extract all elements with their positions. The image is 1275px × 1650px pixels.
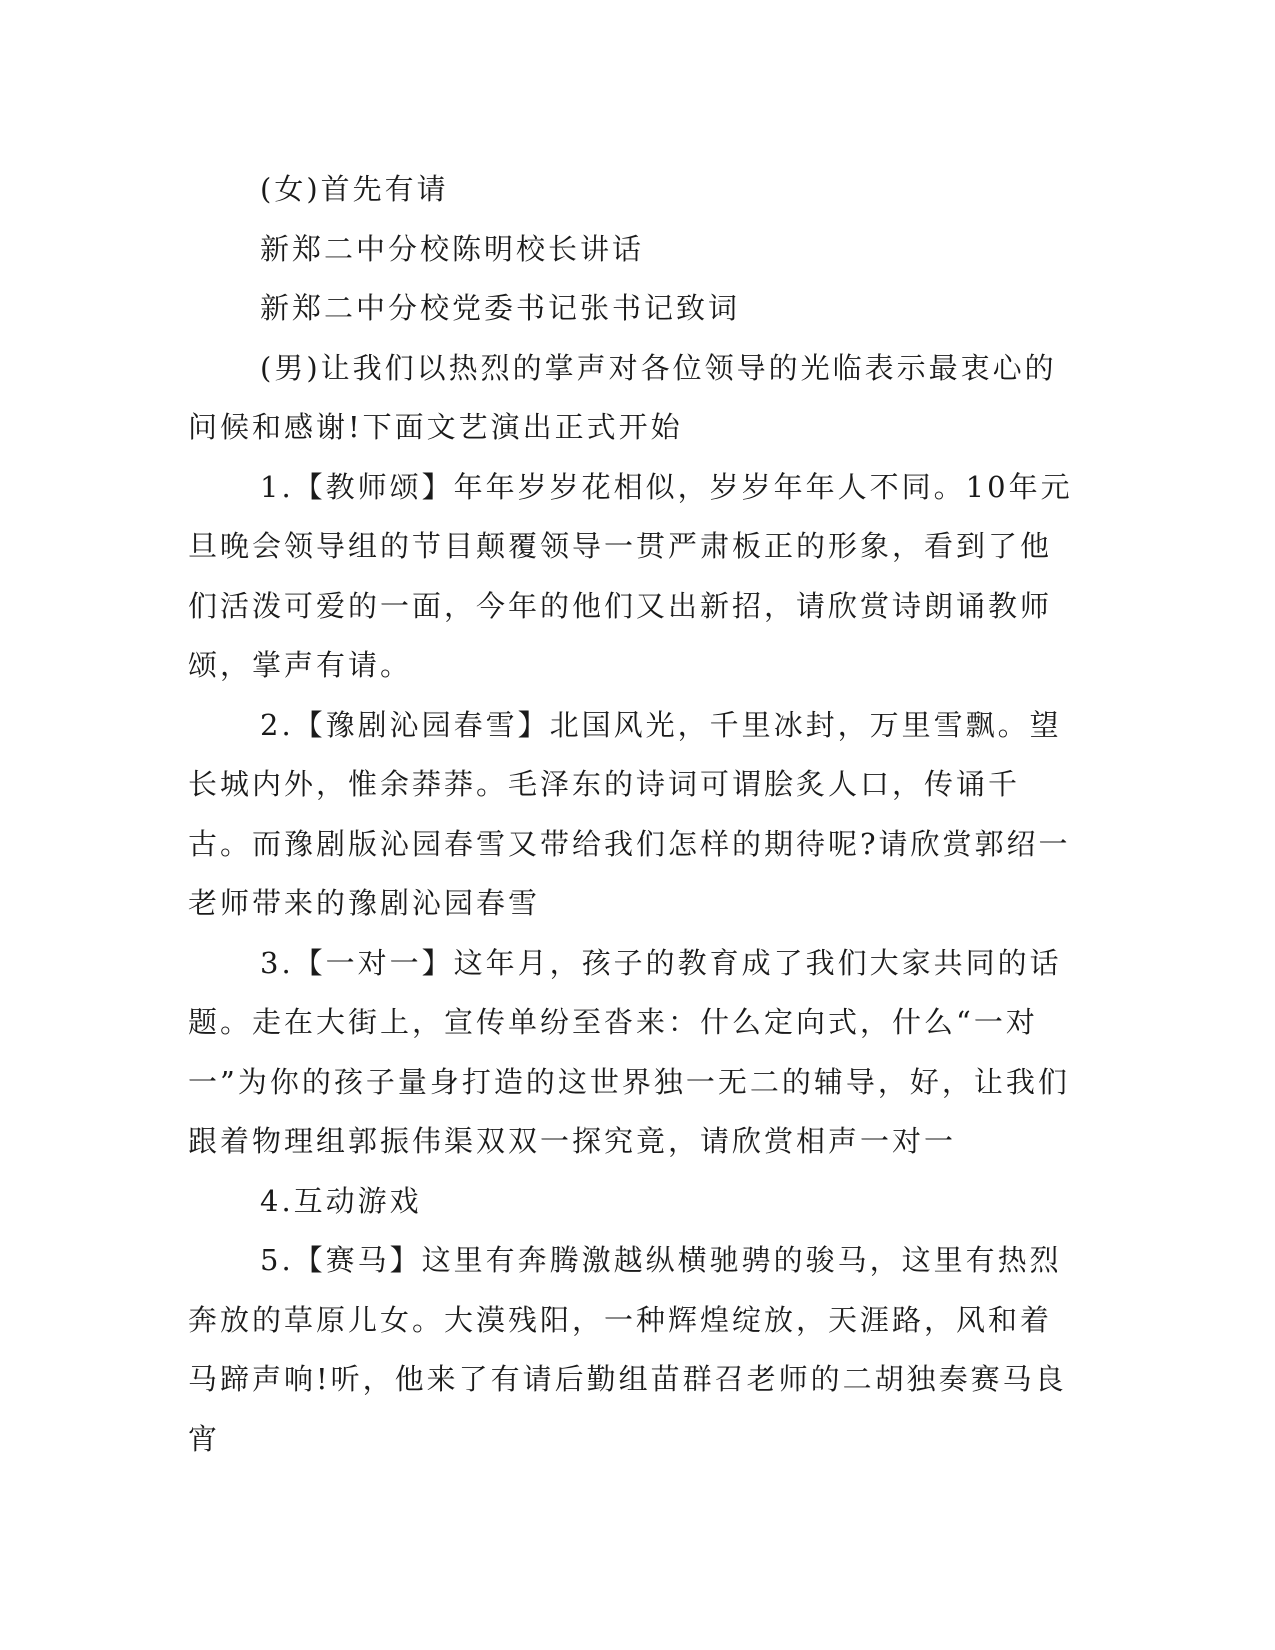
paragraph-program-2-opera: 2.【豫剧沁园春雪】北国风光，千里冰封，万里雪飘。望长城内外，惟余莽莽。毛泽东的诗词可谓脍炙人口，传诵千古。而豫剧版沁园春雪又带给我们怎样的期待呢?请欣赏郭绍一老师带来的豫剧沁园春雪 bbox=[188, 707, 1071, 920]
document-body bbox=[188, 160, 1080, 1469]
paragraph-program-3-crosstalk: 3.【一对一】这年月，孩子的教育成了我们大家共同的话题。走在大街上，宣传单纷至沓来：什么定向式，什么“一对一”为你的孩子量身打造的这世界独一无二的辅导，好，让我们跟着物理组郭振伟渠双双一探究竟，请欣赏相声一对一 bbox=[188, 945, 1070, 1158]
paragraph-program-5-horse-race: 5.【赛马】这里有奔腾激越纵横驰骋的骏马，这里有热烈奔放的草原儿女。大漠残阳，一种辉煌绽放，天涯路，风和着马蹄声响!听，他来了有请后勤组苗群召老师的二胡独奏赛马良宵 bbox=[188, 1243, 1067, 1456]
paragraph-secretary-address: 新郑二中分校党委书记张书记致词 bbox=[260, 291, 741, 325]
paragraph-program-4-game: 4.互动游戏 bbox=[260, 1183, 422, 1218]
paragraph-female-host-intro: (女)首先有请 bbox=[260, 172, 449, 206]
paragraph-principal-speech: 新郑二中分校陈明校长讲话 bbox=[260, 231, 645, 266]
paragraph-male-host-applause: (男)让我们以热烈的掌声对各位领导的光临表示最衷心的问候和感谢!下面文艺演出正式开始 bbox=[188, 350, 1057, 444]
paragraph-program-1-teacher-ode: 1.【教师颂】年年岁岁花相似，岁岁年年人不同。10年元旦晚会领导组的节目颠覆领导一贯严肃板正的形象，看到了他们活泼可爱的一面，今年的他们又出新招，请欣赏诗朗诵教师颂，掌声有请。 bbox=[188, 469, 1073, 682]
